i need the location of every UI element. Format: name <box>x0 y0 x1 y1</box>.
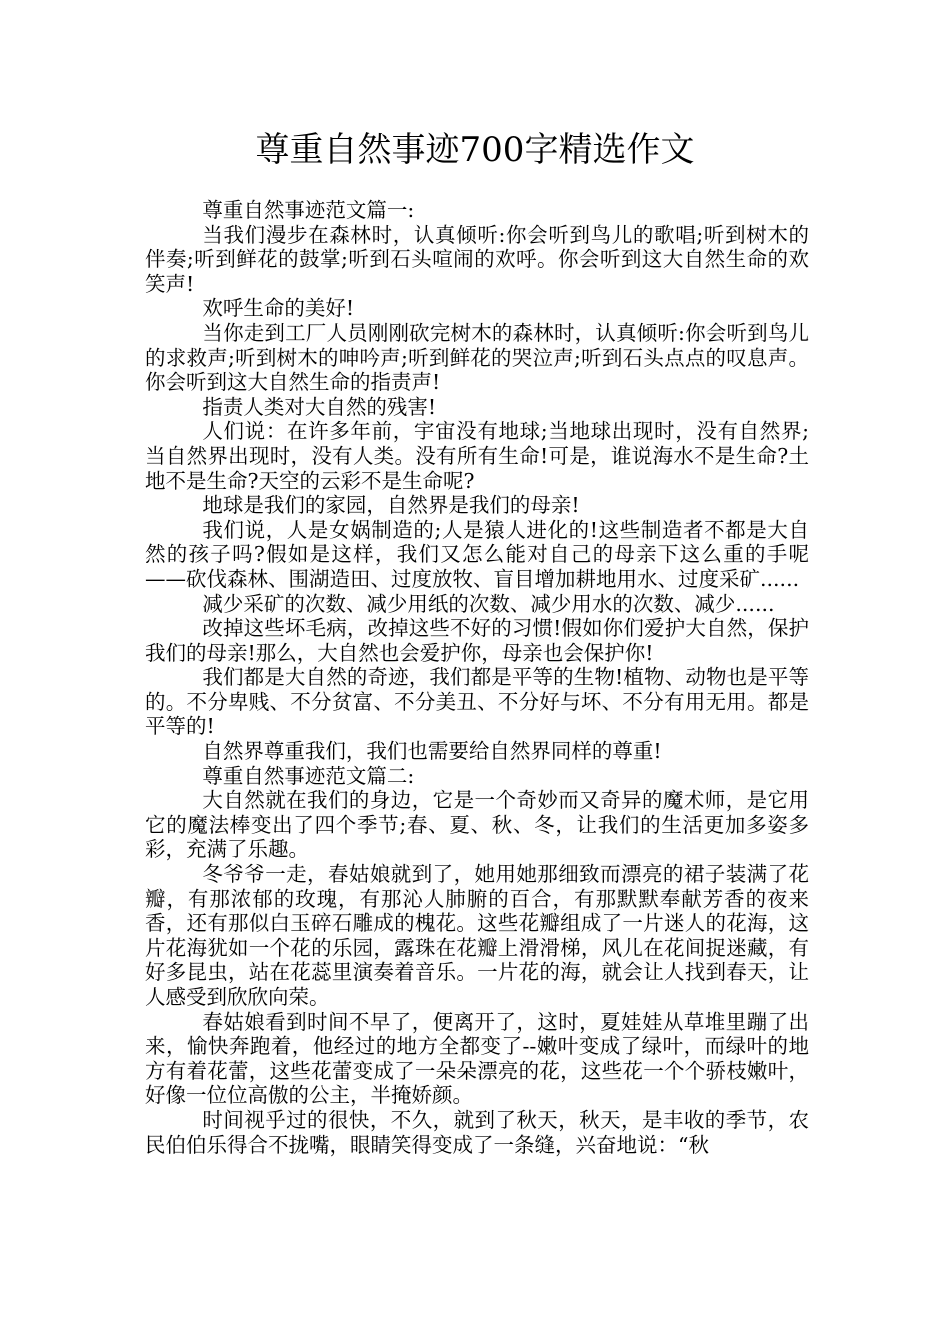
paragraph: 我们都是大自然的奇迹，我们都是平等的生物!植物、动物也是平等的。不分卑贱、不分贫富、不分美丑、不分好与坏、不分有用无用。都是平等的! <box>145 665 809 739</box>
paragraph: 当你走到工厂人员刚刚砍完树木的森林时，认真倾听:你会听到鸟儿的求救声;听到树木的呻吟声;听到鲜花的哭泣声;听到石头点点的叹息声。你会听到这大自然生命的指责声! <box>145 320 809 395</box>
paragraph: 冬爷爷一走，春姑娘就到了，她用她那细致而漂亮的裙子装满了花瓣，有那浓郁的玫瑰，有那沁人肺腑的百合，有那默默奉献芳香的夜来香，还有那似白玉碎石雕成的槐花。这些花瓣组成了一片迷人的花海，这片花海犹如一个花的乐园，露珠在花瓣上滑滑梯，风儿在花间捉迷藏，有好多昆虫，站在花蕊里演奏着音乐。一片花的海，就会让人找到春天，让人感受到欣欣向荣。 <box>145 862 809 1009</box>
paragraph: 尊重自然事迹范文篇二: <box>202 763 415 788</box>
paragraph: 大自然就在我们的身边，它是一个奇妙而又奇异的魔术师，是它用它的魔法棒变出了四个季节;春、夏、秋、冬，让我们的生活更加多姿多彩，充满了乐趣。 <box>145 788 809 862</box>
paragraph: 尊重自然事迹范文篇一: <box>202 198 415 222</box>
paragraph: 改掉这些坏毛病，改掉这些不好的习惯!假如你们爱护大自然，保护我们的母亲!那么，大自然也会爱护你，母亲也会保护你! <box>145 616 809 665</box>
paragraph: 当我们漫步在森林时，认真倾听:你会听到鸟儿的歌唱;听到树木的伴奏;听到鲜花的鼓掌;听到石头喧闹的欢呼。你会听到这大自然生命的欢笑声! <box>145 222 809 296</box>
paragraph: 时间视乎过的很快，不久，就到了秋天，秋天，是丰收的季节，农民伯伯乐得合不拢嘴，眼睛笑得变成了一条缝，兴奋地说：“秋 <box>145 1107 809 1157</box>
paragraph: 自然界尊重我们，我们也需要给自然界同样的尊重! <box>202 739 662 764</box>
paragraph: 人们说：在许多年前，宇宙没有地球;当地球出现时，没有自然界;当自然界出现时，没有人类。没有所有生命!可是，谁说海水不是生命?土地不是生命?天空的云彩不是生命呢? <box>145 419 809 493</box>
paragraph: 指责人类对大自然的残害! <box>202 394 437 419</box>
document-body <box>145 198 809 1157</box>
paragraph: 春姑娘看到时间不早了，便离开了，这时，夏娃娃从草堆里蹦了出来，愉快奔跑着，他经过的地方全都变了--嫩叶变成了绿叶，而绿叶的地方有着花蕾，这些花蕾变成了一朵朵漂亮的花，这些花一个个骄枝嫩叶，好像一位位高傲的公主，半掩娇颜。 <box>145 1009 809 1108</box>
paragraph: 我们说，人是女娲制造的;人是猿人进化的!这些制造者不都是大自然的孩子吗?假如是这样，我们又怎么能对自己的母亲下这么重的手呢——砍伐森林、围湖造田、过度放牧、盲目增加耕地用水、过度采矿...... <box>145 517 809 591</box>
paragraph: 减少采矿的次数、减少用纸的次数、减少用水的次数、减少...... <box>202 591 775 616</box>
paragraph: 欢呼生命的美好! <box>202 296 355 321</box>
document-title: 尊重自然事迹700字精选作文 <box>255 130 695 170</box>
paragraph: 地球是我们的家园，自然界是我们的母亲! <box>202 493 580 518</box>
